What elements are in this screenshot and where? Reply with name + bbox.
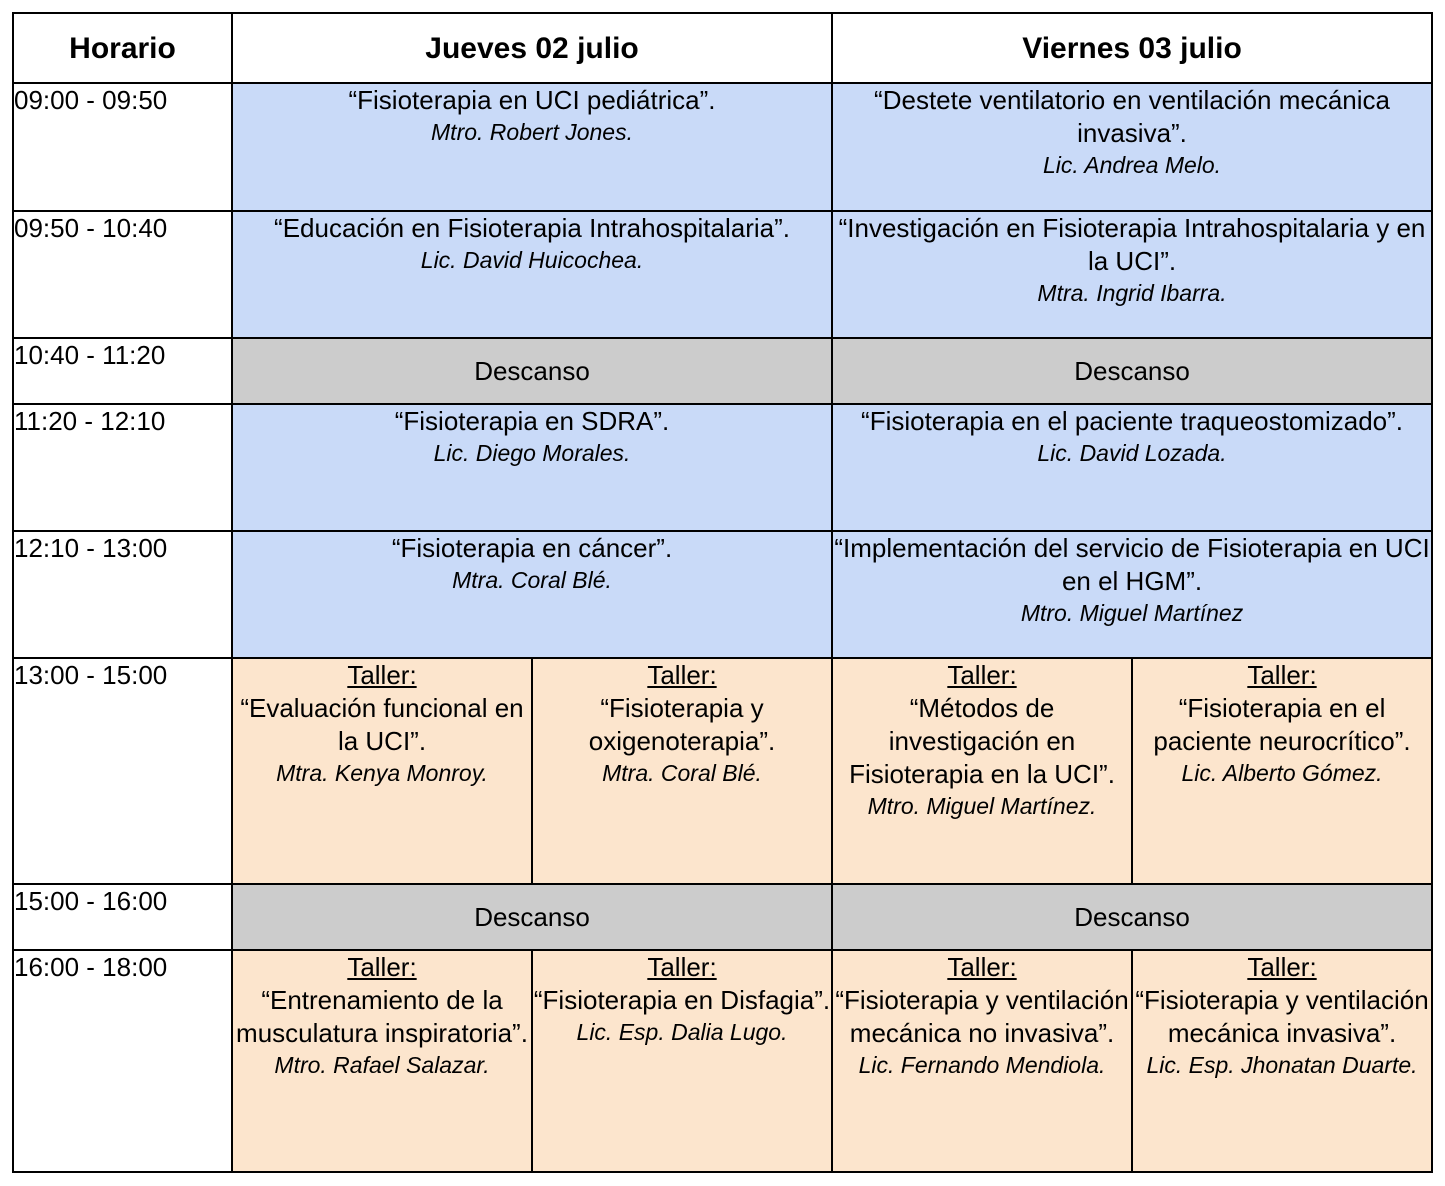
workshop-label: Taller:	[1247, 952, 1317, 982]
header-day1: Jueves 02 julio	[232, 13, 832, 83]
header-day2: Viernes 03 julio	[832, 13, 1432, 83]
workshop-title: “Métodos de investigación en Fisioterapia en la UCI”.	[849, 693, 1115, 789]
talk-cell	[232, 404, 832, 531]
break-cell	[832, 338, 1432, 404]
talk-speaker: Mtro. Miguel Martínez	[1020, 600, 1244, 626]
break-cell	[832, 884, 1432, 950]
talk-speaker: Lic. David Huicochea.	[420, 247, 644, 273]
workshop-label: Taller:	[947, 660, 1017, 690]
talk-title: “Fisioterapia en UCI pediátrica”.	[348, 85, 716, 115]
talk-title: “Educación en Fisioterapia Intrahospitalaria”.	[274, 213, 790, 243]
workshop-cell	[1132, 950, 1432, 1172]
workshop-cell	[532, 950, 832, 1172]
workshop-speaker: Mtra. Coral Blé.	[602, 760, 762, 786]
talk-title: “Fisioterapia en el paciente traqueostomizado”.	[861, 406, 1403, 436]
time-cell: 09:50 - 10:40	[13, 211, 232, 338]
table-row	[13, 950, 1432, 1172]
workshop-speaker: Mtro. Miguel Martínez.	[867, 793, 1097, 819]
table-row	[13, 884, 1432, 950]
workshop-label: Taller:	[347, 660, 417, 690]
workshop-cell	[532, 658, 832, 884]
time-cell: 12:10 - 13:00	[13, 531, 232, 658]
workshop-title: “Fisioterapia y oxigenoterapia”.	[588, 693, 776, 756]
talk-title: “Fisioterapia en cáncer”.	[391, 533, 673, 563]
workshop-label: Taller:	[647, 952, 717, 982]
talk-cell	[832, 404, 1432, 531]
workshop-label: Taller:	[347, 952, 417, 982]
talk-cell	[232, 211, 832, 338]
table-row	[13, 404, 1432, 531]
workshop-speaker: Lic. Alberto Gómez.	[1181, 760, 1383, 786]
table-row	[13, 658, 1432, 884]
break-label: Descanso	[1074, 355, 1190, 386]
workshop-speaker: Mtro. Rafael Salazar.	[274, 1052, 490, 1078]
workshop-label: Taller:	[947, 952, 1017, 982]
table-row	[13, 211, 1432, 338]
talk-speaker: Mtra. Ingrid Ibarra.	[1037, 280, 1227, 306]
workshop-speaker: Lic. Fernando Mendiola.	[858, 1052, 1106, 1078]
talk-speaker: Lic. Andrea Melo.	[1042, 152, 1222, 178]
workshop-title: “Fisioterapia y ventilación mecánica no invasiva”.	[835, 985, 1129, 1048]
break-cell	[232, 338, 832, 404]
workshop-speaker: Lic. Esp. Jhonatan Duarte.	[1146, 1052, 1418, 1078]
workshop-label: Taller:	[647, 660, 717, 690]
workshop-title: “Evaluación funcional en la UCI”.	[240, 693, 524, 756]
workshop-cell	[832, 658, 1132, 884]
talk-cell	[832, 211, 1432, 338]
talk-cell	[832, 83, 1432, 211]
workshop-cell	[232, 950, 532, 1172]
talk-cell	[232, 531, 832, 658]
time-cell: 11:20 - 12:10	[13, 404, 232, 531]
talk-cell	[232, 83, 832, 211]
header-time: Horario	[13, 13, 232, 83]
talk-title: “Fisioterapia en SDRA”.	[394, 406, 670, 436]
time-cell: 09:00 - 09:50	[13, 83, 232, 211]
time-cell: 15:00 - 16:00	[13, 884, 232, 950]
workshop-title: “Fisioterapia en el paciente neurocrítico”.	[1153, 693, 1411, 756]
workshop-speaker: Lic. Esp. Dalia Lugo.	[576, 1019, 788, 1045]
talk-title: “Implementación del servicio de Fisioterapia en UCI en el HGM”.	[834, 533, 1430, 596]
schedule-table	[12, 12, 1433, 1173]
workshop-cell	[832, 950, 1132, 1172]
talk-speaker: Lic. David Lozada.	[1037, 440, 1227, 466]
time-cell: 13:00 - 15:00	[13, 658, 232, 884]
talk-speaker: Mtra. Coral Blé.	[452, 567, 612, 593]
talk-speaker: Lic. Diego Morales.	[433, 440, 631, 466]
table-row	[13, 338, 1432, 404]
break-label: Descanso	[1074, 901, 1190, 932]
break-label: Descanso	[474, 901, 590, 932]
workshop-cell	[1132, 658, 1432, 884]
workshop-speaker: Mtra. Kenya Monroy.	[276, 760, 488, 786]
workshop-label: Taller:	[1247, 660, 1317, 690]
workshop-title: “Entrenamiento de la musculatura inspiratoria”.	[236, 985, 528, 1048]
header-row	[13, 13, 1432, 83]
talk-speaker: Mtro. Robert Jones.	[431, 119, 633, 145]
talk-title: “Investigación en Fisioterapia Intrahospitalaria y en la UCI”.	[838, 213, 1426, 276]
time-cell: 10:40 - 11:20	[13, 338, 232, 404]
table-row	[13, 83, 1432, 211]
break-label: Descanso	[474, 355, 590, 386]
workshop-cell	[232, 658, 532, 884]
talk-cell	[832, 531, 1432, 658]
talk-title: “Destete ventilatorio en ventilación mecánica invasiva”.	[874, 85, 1390, 148]
time-cell: 16:00 - 18:00	[13, 950, 232, 1172]
break-cell	[232, 884, 832, 950]
table-row	[13, 531, 1432, 658]
workshop-title: “Fisioterapia en Disfagia”.	[533, 985, 831, 1015]
workshop-title: “Fisioterapia y ventilación mecánica invasiva”.	[1135, 985, 1429, 1048]
